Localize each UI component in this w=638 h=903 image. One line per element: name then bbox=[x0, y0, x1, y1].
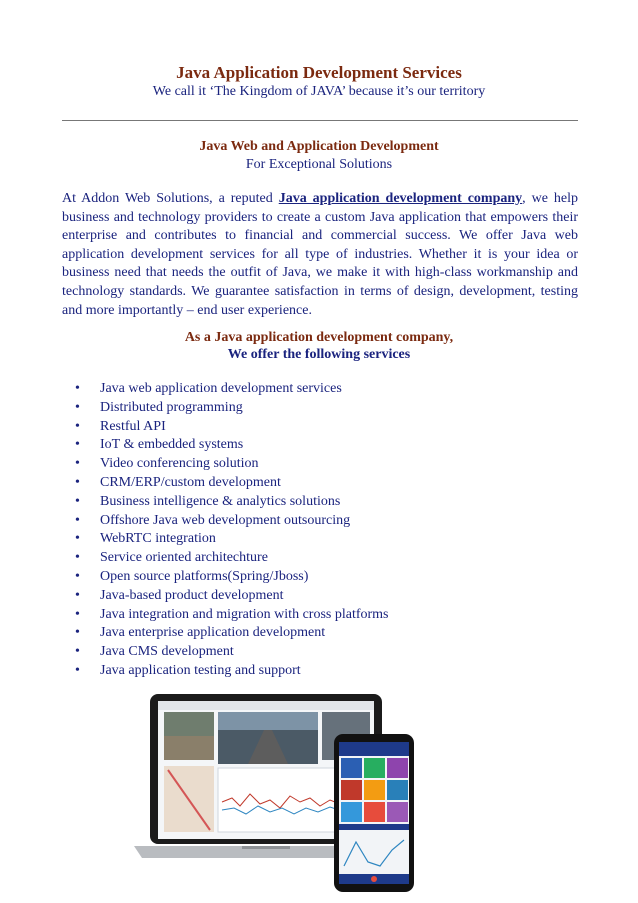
service-item bbox=[62, 512, 578, 531]
page-title: Java Application Development Services bbox=[176, 63, 462, 82]
service-label: Java enterprise application development bbox=[100, 625, 326, 641]
service-label: Open source platforms(Spring/Jboss) bbox=[100, 568, 309, 584]
page-subtitle: We call it ‘The Kingdom of JAVA’ because it’s our territory bbox=[152, 84, 486, 99]
bullet-icon: • bbox=[75, 606, 80, 622]
service-item bbox=[62, 643, 578, 662]
service-label: Business intelligence & analytics solutions bbox=[100, 493, 341, 509]
java-company-link[interactable]: Java application development company bbox=[278, 191, 523, 206]
bullet-icon: • bbox=[75, 418, 80, 434]
service-label: CRM/ERP/custom development bbox=[100, 474, 281, 490]
service-item bbox=[62, 436, 578, 455]
service-item bbox=[62, 606, 578, 625]
bullet-icon: • bbox=[75, 625, 80, 641]
service-label: Service oriented architechture bbox=[100, 550, 268, 566]
service-item bbox=[62, 662, 578, 681]
service-item bbox=[62, 624, 578, 643]
bullet-icon: • bbox=[75, 550, 80, 566]
bullet-icon: • bbox=[75, 493, 80, 509]
device-mockup-illustration bbox=[130, 690, 420, 895]
header-divider bbox=[62, 120, 578, 121]
bullet-icon: • bbox=[75, 568, 80, 584]
service-label: Java web application development services bbox=[100, 381, 342, 396]
service-item bbox=[62, 418, 578, 437]
service-item bbox=[62, 493, 578, 512]
service-label: IoT & embedded systems bbox=[100, 437, 244, 453]
service-item bbox=[62, 474, 578, 493]
service-label: Offshore Java web development outsourcing bbox=[100, 512, 351, 528]
intro-text-start: At Addon Web Solutions, a reputed bbox=[62, 191, 279, 206]
bullet-icon: • bbox=[75, 399, 80, 415]
service-label: Restful API bbox=[100, 418, 166, 434]
bullet-icon: • bbox=[75, 644, 80, 660]
bullet-icon: • bbox=[75, 587, 80, 603]
bullet-icon: • bbox=[75, 381, 80, 396]
services-list bbox=[62, 380, 578, 681]
service-label: WebRTC integration bbox=[100, 531, 216, 547]
section-subtitle-web-dev: For Exceptional Solutions bbox=[245, 157, 393, 172]
service-label: Java CMS development bbox=[100, 644, 234, 660]
section-title-services: As a Java application development company, bbox=[184, 330, 454, 345]
service-label: Distributed programming bbox=[100, 399, 243, 415]
service-item bbox=[62, 568, 578, 587]
service-label: Video conferencing solution bbox=[100, 456, 259, 472]
bullet-icon: • bbox=[75, 456, 80, 472]
section-subtitle-services: We offer the following services bbox=[227, 347, 411, 362]
intro-text-rest: , we help business and technology providers to create a custom Java application that empowers their enterprise and contributes to financial and commercial success. We offer Java web application development services for all type of industries. Whether it is your idea or business need that needs the outfit of Java, we make it with high-class workmanship and technology standards. We guarantee satisfaction in terms of design, development, testing and more importantly – end user experience. bbox=[62, 191, 578, 318]
service-label: Java-based product development bbox=[100, 587, 284, 603]
section-title-web-dev: Java Web and Application Development bbox=[199, 139, 439, 154]
service-item bbox=[62, 455, 578, 474]
bullet-icon: • bbox=[75, 531, 80, 547]
service-item bbox=[62, 530, 578, 549]
service-item bbox=[62, 399, 578, 418]
service-item bbox=[62, 380, 578, 399]
bullet-icon: • bbox=[75, 662, 80, 678]
bullet-icon: • bbox=[75, 512, 80, 528]
service-label: Java integration and migration with cross platforms bbox=[100, 606, 389, 622]
service-label: Java application testing and support bbox=[100, 662, 301, 678]
service-item bbox=[62, 549, 578, 568]
bullet-icon: • bbox=[75, 437, 80, 453]
service-item bbox=[62, 587, 578, 606]
intro-paragraph bbox=[62, 190, 578, 320]
bullet-icon: • bbox=[75, 474, 80, 490]
